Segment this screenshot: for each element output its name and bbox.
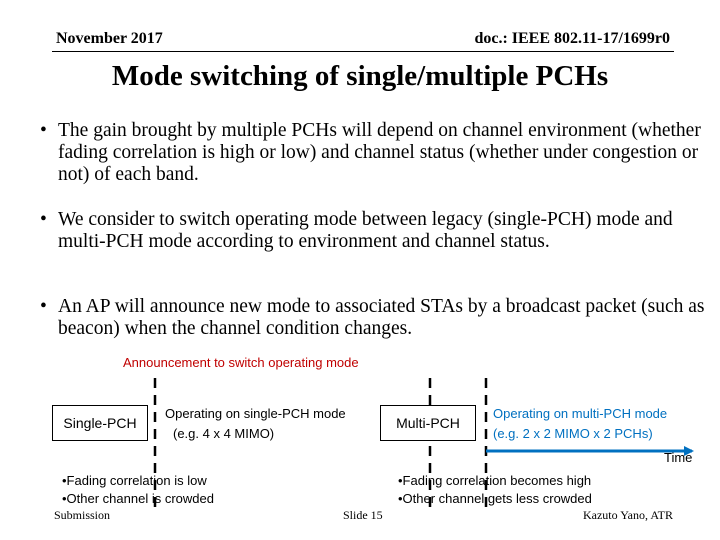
bullet-text: An AP will announce new mode to associated STAs by a broadcast packet (such as beacon) when the channel condition changes.	[58, 296, 705, 339]
multi-mode-description	[493, 404, 667, 444]
bullet-dot: •	[40, 209, 47, 230]
header-date: November 2017	[56, 30, 163, 47]
single-mode-description	[165, 404, 346, 444]
single-mode-line2: (e.g. 4 x 4 MIMO)	[173, 426, 275, 441]
header-doc-id: doc.: IEEE 802.11-17/1699r0	[474, 30, 670, 47]
right-condition-item: •Other channel gets less crowded	[398, 491, 592, 506]
single-pch-box	[52, 405, 148, 441]
multi-mode-line1: Operating on multi-PCH mode	[493, 406, 668, 421]
left-condition-item: •Fading correlation is low	[62, 473, 207, 488]
bullet-text: The gain brought by multiple PCHs will depend on channel environment (whether fading correlation is high or low) and channel status (whether under congestion or not) of each band.	[58, 120, 701, 185]
time-label: Time	[664, 450, 693, 465]
footer-submission: Submission	[54, 508, 111, 522]
single-mode-line1: Operating on single-PCH mode	[165, 406, 346, 421]
footer-slide-number: Slide 15	[343, 508, 383, 522]
multi-pch-label: Multi-PCH	[396, 415, 460, 431]
slide-title: Mode switching of single/multiple PCHs	[111, 60, 609, 92]
multi-pch-box	[380, 405, 476, 441]
left-condition-item: •Other channel is crowded	[62, 491, 214, 506]
single-pch-label: Single-PCH	[63, 415, 137, 431]
right-condition-item: •Fading correlation becomes high	[398, 473, 592, 488]
bullet-dot: •	[40, 296, 47, 317]
right-conditions	[398, 472, 592, 508]
announcement-label: Announcement to switch operating mode	[123, 355, 359, 370]
bullet-dot: •	[40, 120, 47, 141]
left-conditions	[62, 472, 214, 508]
bullet-text: We consider to switch operating mode between legacy (single-PCH) mode and multi-PCH mode according to environment and channel status.	[58, 209, 673, 252]
footer-author: Kazuto Yano, ATR	[582, 508, 673, 522]
multi-mode-line2: (e.g. 2 x 2 MIMO x 2 PCHs)	[493, 426, 653, 441]
